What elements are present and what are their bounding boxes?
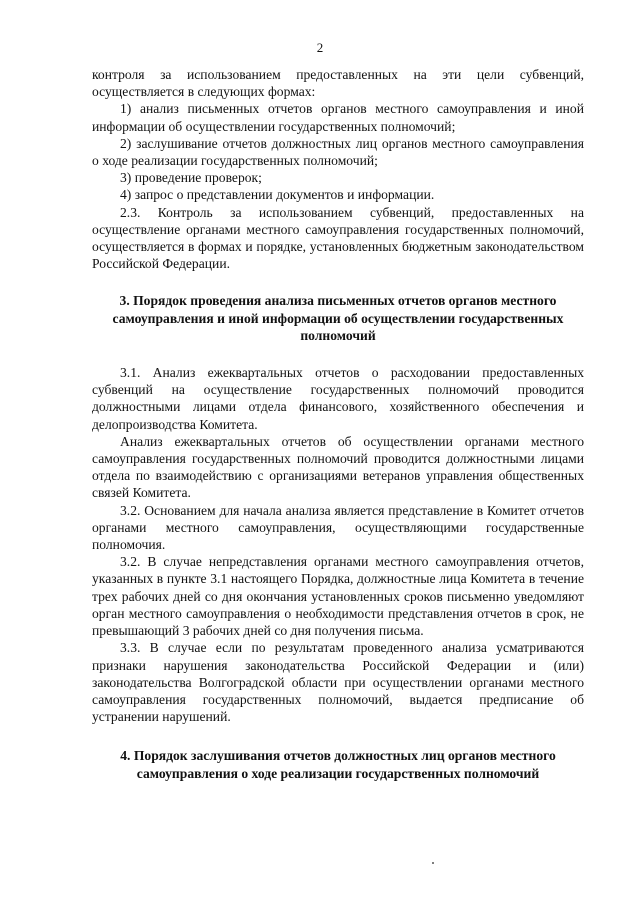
list-item-2: 2) заслушивание отчетов должностных лиц органов местного самоуправления о ходе реализации государственных полномочий; <box>92 135 584 169</box>
paragraph-3-1: 3.1. Анализ ежеквартальных отчетов о расходовании предоставленных субвенций на осуществление государственных полномочий проводится должностными лицами отдела финансового, хозяйственного обеспечения и делопроизводства Комитета. <box>92 365 584 432</box>
paragraph-3-1-second: Анализ ежеквартальных отчетов об осуществлении органами местного самоуправления государственных полномочий проводится должностными лицами отдела по взаимодействию с организациями ветеранов управления общественных связей Комитета. <box>92 433 584 501</box>
section-4-heading: 4. Порядок заслушивания отчетов должностных лиц органов местного самоуправления о ходе реализации государственных полномочий <box>120 748 556 781</box>
paragraph-3-2: 3.2. Основанием для начала анализа является представление в Комитет отчетов органами местного самоуправления, осуществляющими государственные полномочия. <box>92 502 584 553</box>
paragraph-continuation: контроля за использованием предоставленных на эти цели субвенций, осуществляется в следующих формах: <box>92 67 584 100</box>
paragraph-2-3: 2.3. Контроль за использованием субвенций, предоставленных на осуществление органами местного самоуправления государственных полномочий, осуществляется в формах и порядке, установленных бюджетным законодательством Российской Федерации. <box>92 204 584 272</box>
page-number: 2 <box>316 40 324 55</box>
paragraph-3-2-second: 3.2. В случае непредставления органами местного самоуправления отчетов, указанных в пункте 3.1 настоящего Порядка, должностные лица Комитета в течение трех рабочих дней со дня окончания установленных сроков письменно уведомляют орган местного самоуправления о необходимости представления отчетов в срок, не превышающий 3 рабочих дней со дня получения письма. <box>92 554 584 639</box>
list-item-1: 1) анализ письменных отчетов органов местного самоуправления и иной информации об осуществлении государственных полномочий; <box>92 101 584 134</box>
section-3-heading: 3. Порядок проведения анализа письменных отчетов органов местного самоуправления и иной информации об осуществлении государственных полномочий <box>112 293 564 343</box>
scan-speck <box>432 862 434 864</box>
paragraph-3-3: 3.3. В случае если по результатам проведенного анализа усматриваются признаки нарушения законодательства Российской Федерации и (или) законодательства Волгоградской области при осуществлении органами местного самоуправления государственных полномочий, выдается предписание об устранении нарушений. <box>92 640 584 725</box>
list-item-3: 3) проведение проверок; <box>120 170 262 186</box>
document-body <box>92 66 584 782</box>
list-item-4: 4) запрос о представлении документов и информации. <box>120 187 435 203</box>
